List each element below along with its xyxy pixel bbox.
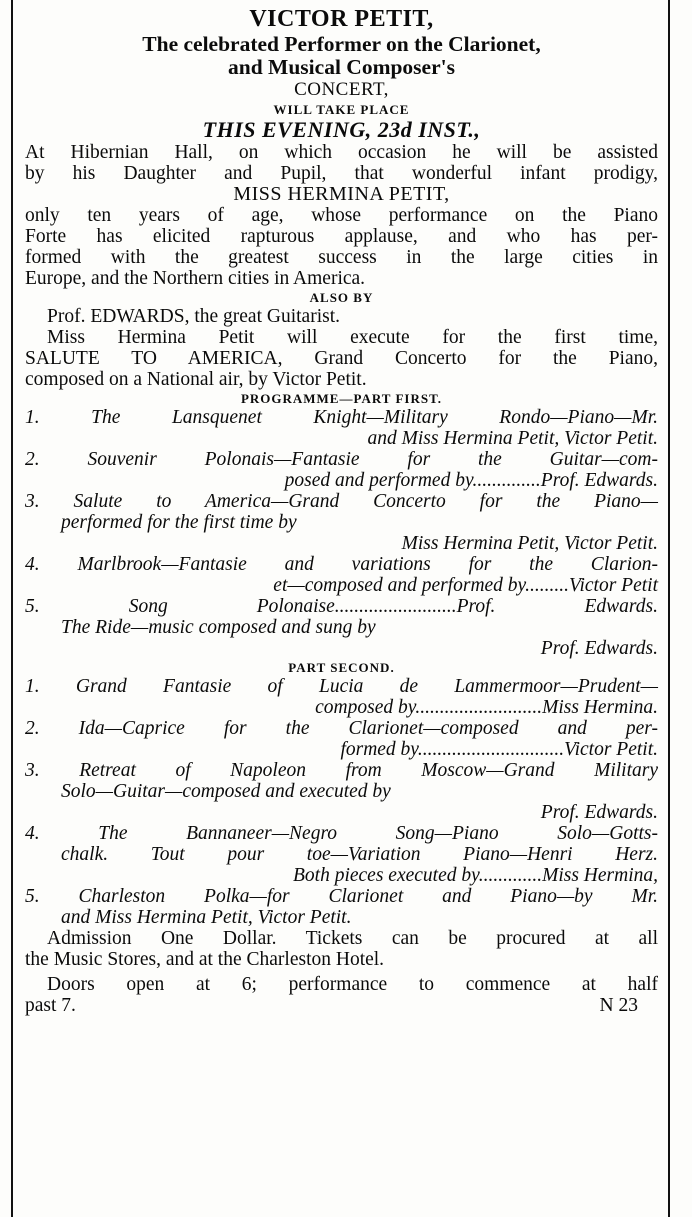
part-second-heading: PART SECOND.: [288, 660, 395, 675]
ad-concert-word: CONCERT,: [294, 79, 389, 100]
part-first-heading: PROGRAMME—PART FIRST.: [240, 391, 443, 406]
program-line: 4. The Bannaneer—Negro Song—Piano Solo—Gotts-: [25, 823, 658, 844]
program-line: 4. Marlbrook—Fantasie and variations for the Clarion-: [25, 554, 658, 575]
event-date: THIS EVENING, 23d INST.,: [202, 117, 481, 142]
admission-line: the Music Stores, and at the Charleston Hotel.: [25, 949, 385, 970]
ad-subtitle-line-2: and Musical Composer's: [228, 55, 455, 79]
program-line: Prof. Edwards.: [540, 638, 658, 659]
program-line: Solo—Guitar—composed and executed by: [61, 781, 391, 802]
description-line: Europe, and the Northern cities in America.: [25, 268, 366, 289]
program-line: formed by..............................Victor Petit.: [340, 739, 658, 760]
program-line: and Miss Hermina Petit, Victor Petit.: [61, 907, 352, 928]
program-line: 3. Salute to America—Grand Concerto for the Piano—: [25, 491, 658, 512]
admission-line: Admission One Dollar. Tickets can be procured at all: [47, 928, 658, 949]
program-line: Miss Hermina Petit, Victor Petit.: [401, 533, 658, 554]
concert-advertisement: [25, 6, 658, 1016]
program-line: 5. Charleston Polka—for Clarionet and Piano—by Mr.: [25, 886, 658, 907]
intro-line: At Hibernian Hall, on which occasion he will be assisted: [25, 142, 658, 163]
guitarist-line: Prof. EDWARDS, the great Guitarist.: [47, 306, 340, 327]
program-line: 2. Ida—Caprice for the Clarionet—composed and per-: [25, 718, 658, 739]
program-line: composed by..........................Miss Hermina.: [315, 697, 658, 718]
prodigy-name: MISS HERMINA PETIT,: [233, 183, 450, 205]
program-line: posed and performed by..............Prof. Edwards.: [284, 470, 658, 491]
doors-end-line: [25, 995, 658, 1016]
intro-line: by his Daughter and Pupil, that wonderful infant prodigy,: [25, 163, 658, 184]
description-line: only ten years of age, whose performance on the Piano: [25, 205, 658, 226]
program-line: Prof. Edwards.: [540, 802, 658, 823]
doors-line: Doors open at 6; performance to commence at half: [47, 974, 658, 995]
will-take-place: WILL TAKE PLACE: [273, 102, 410, 117]
also-by-heading: ALSO BY: [309, 290, 374, 305]
ad-subtitle-line-1: The celebrated Performer on the Clarionet,: [142, 32, 541, 56]
program-line: et—composed and performed by.........Victor Petit: [273, 575, 658, 596]
description-line: formed with the greatest success in the large cities in: [25, 247, 658, 268]
doors-end-text: past 7.: [25, 995, 76, 1016]
program-line: The Ride—music composed and sung by: [61, 617, 376, 638]
column-rule-left: [11, 0, 13, 1217]
feature-line: SALUTE TO AMERICA, Grand Concerto for the Piano,: [25, 348, 658, 369]
feature-line: Miss Hermina Petit will execute for the first time,: [47, 327, 658, 348]
ad-code: N 23: [599, 995, 638, 1016]
program-line: 1. The Lansquenet Knight—Military Rondo—Piano—Mr.: [25, 407, 658, 428]
column-rule-right: [668, 0, 670, 1217]
program-line: 3. Retreat of Napoleon from Moscow—Grand Military: [25, 760, 658, 781]
program-line: 5. Song Polonaise.........................Prof. Edwards.: [25, 596, 658, 617]
description-line: Forte has elicited rapturous applause, and who has per-: [25, 226, 658, 247]
feature-line: composed on a National air, by Victor Petit.: [25, 369, 367, 390]
ad-title: VICTOR PETIT,: [249, 6, 434, 32]
program-line: 2. Souvenir Polonais—Fantasie for the Guitar—com-: [25, 449, 658, 470]
program-line: 1. Grand Fantasie of Lucia de Lammermoor—Prudent—: [25, 676, 658, 697]
program-line: Both pieces executed by.............Miss Hermina,: [293, 865, 658, 886]
program-line: chalk. Tout pour toe—Variation Piano—Henri Herz.: [61, 844, 658, 865]
program-line: and Miss Hermina Petit, Victor Petit.: [367, 428, 658, 449]
program-line: performed for the first time by: [61, 512, 297, 533]
